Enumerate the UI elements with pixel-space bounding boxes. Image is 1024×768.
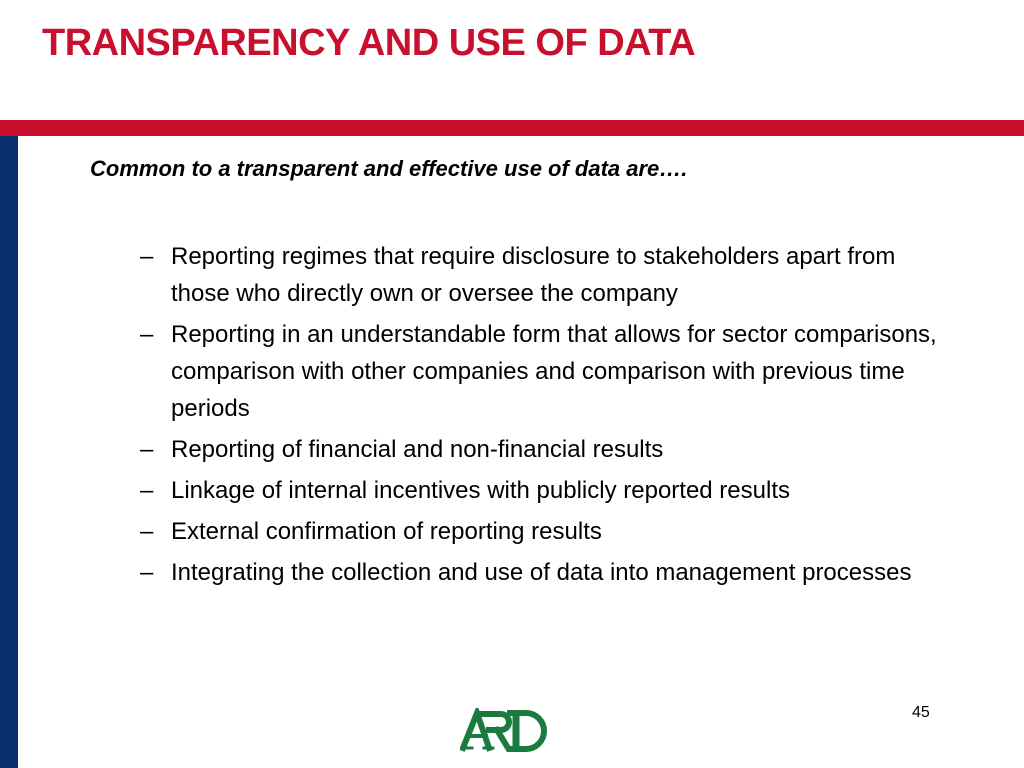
bullet-item	[140, 316, 940, 427]
bullet-dash: –	[140, 436, 154, 463]
bullet-item	[140, 431, 940, 468]
bullet-dash: –	[140, 518, 154, 545]
bullet-dash: –	[140, 321, 154, 348]
bullet-text: Reporting regimes that require disclosure to stakeholders apart from those who directly own or oversee the company	[171, 243, 896, 307]
bullet-list	[140, 238, 940, 595]
side-band	[0, 136, 18, 768]
bullet-item	[140, 238, 940, 312]
bullet-text: Reporting of financial and non-financial results	[171, 436, 664, 463]
intro-text: Common to a transparent and effective use of data are….	[90, 156, 688, 181]
header-band	[0, 120, 1024, 136]
bullet-text: Linkage of internal incentives with publicly reported results	[171, 477, 790, 504]
bullet-text: Reporting in an understandable form that allows for sector comparisons, comparison with other companies and comparison with previous time periods	[171, 321, 937, 422]
bullet-item	[140, 472, 940, 509]
bullet-text: External confirmation of reporting results	[171, 518, 602, 545]
bullet-dash: –	[140, 243, 154, 270]
page-number: 45	[912, 704, 930, 721]
ard-logo	[460, 708, 550, 752]
bullet-dash: –	[140, 559, 154, 586]
bullet-dash: –	[140, 477, 154, 504]
bullet-text: Integrating the collection and use of data into management processes	[171, 559, 912, 586]
bullet-item	[140, 554, 940, 591]
slide-title: TRANSPARENCY AND USE OF DATA	[42, 22, 696, 64]
bullet-item	[140, 513, 940, 550]
